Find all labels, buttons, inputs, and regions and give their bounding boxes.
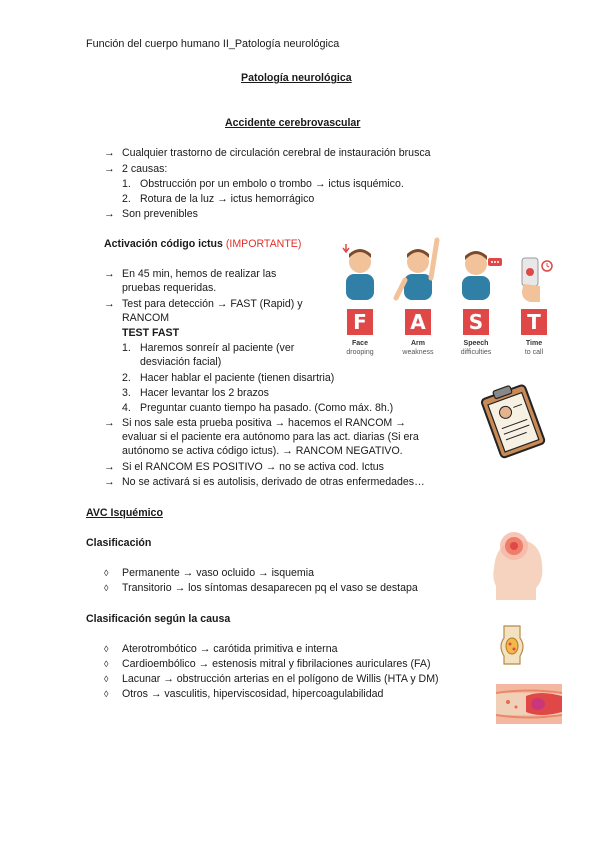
fast-letter-s: S [463,309,489,335]
fast-step-cont: desviación facial) [140,356,222,368]
clipboard-icon [474,380,554,462]
arrow-bullet: → [104,461,115,473]
fast-caption-sub: weakness [402,349,434,356]
fast-letter-t: T [521,309,547,335]
diamond-bullet: ◊ [104,674,109,684]
arrow-bullet: → [104,147,115,159]
activation-heading [104,237,301,251]
list-item: Lacunar → obstrucción arterias en el polígono de Willis (HTA y DM) [122,673,439,685]
list-item: Son prevenibles [122,208,198,220]
fast-caption-title: Arm [410,340,425,347]
list-item: Rotura de la luz → ictus hemorrágico [140,193,315,205]
list-number: 1. [122,342,131,354]
list-item-cont: pruebas requeridas. [122,282,217,294]
arrow-bullet: → [104,417,115,429]
fast-step: Hacer levantar los 2 brazos [140,387,269,399]
fast-step: Hacer hablar el paciente (tienen disartria) [140,372,335,384]
list-item: No se activará si es autolisis, derivado de otras enfermedades… [122,476,425,488]
head-pain-icon [478,528,548,600]
phone-time-icon [522,258,552,302]
arrow-bullet: → [104,208,115,220]
list-item: Si nos sale esta prueba positiva → hacemos el RANCOM → [122,417,406,429]
arrow-bullet: → [104,298,115,310]
avc-heading: AVC Isquémico [86,507,163,519]
list-item: Transitorio → los síntomas desaparecen pq el vaso se destapa [122,582,418,594]
activation-heading-text: Activación código ictus [104,238,223,250]
fast-caption-arm [388,339,448,357]
fast-caption-speech [446,339,506,357]
diamond-bullet: ◊ [104,644,109,654]
list-item: Obstrucción por un embolo o trombo → ictus isquémico. [140,178,404,190]
arm-figure-icon [396,240,437,300]
test-fast-label: TEST FAST [122,327,180,339]
important-label: (IMPORTANTE) [225,238,302,250]
list-item: En 45 min, hemos de realizar las [122,268,277,280]
diamond-bullet: ◊ [104,583,109,593]
fast-step: Preguntar cuanto tiempo ha pasado. (Como máx. 8h.) [140,402,394,414]
list-number: 1. [122,178,131,190]
list-item: Test para detección → FAST (Rapid) y [122,298,303,310]
fast-caption-sub: to call [524,349,544,356]
fast-caption-title: Face [352,340,368,347]
list-number: 3. [122,387,131,399]
fast-caption-time [504,339,564,357]
list-number: 2. [122,193,131,205]
fast-letter-a: A [405,309,431,335]
arrow-bullet: → [104,163,115,175]
list-item: Si el RANCOM ES POSITIVO → no se activa cod. Ictus [122,461,384,473]
fast-caption-face [330,339,390,357]
fast-caption-sub: drooping [346,349,374,356]
speech-figure-icon [462,251,502,300]
face-figure-icon [343,244,374,300]
page-title: Patología neurológica [241,72,352,84]
document-header: Función del cuerpo humano II_Patología neurológica [86,38,340,50]
list-item: Cualquier trastorno de circulación cerebral de instauración brusca [122,147,431,159]
fast-letter-f: F [347,309,373,335]
list-item: Otros → vasculitis, hiperviscosidad, hipercoagulabilidad [122,688,384,700]
list-item: 2 causas: [122,163,168,175]
diamond-bullet: ◊ [104,568,109,578]
list-item: Permanente → vaso ocluido → isquemia [122,567,314,579]
list-item: Aterotrombótico → carótida primitiva e interna [122,643,338,655]
fast-figures [330,236,562,306]
fast-graphic [330,236,562,366]
arrow-bullet: → [104,268,115,280]
clasificacion-heading: Clasificación [86,537,152,549]
diamond-bullet: ◊ [104,659,109,669]
fast-caption-title: Speech [463,340,489,347]
list-item-cont: autónomo se activa código ictus). → RANCOM NEGATIVO. [122,445,403,457]
list-item-cont: RANCOM [122,312,170,324]
list-item: Cardioembólico → estenosis mitral y fibrilaciones auriculares (FA) [122,658,431,670]
artery-icon [494,624,530,666]
blood-vessel-icon [496,684,562,724]
list-number: 4. [122,402,131,414]
diamond-bullet: ◊ [104,689,109,699]
section-heading-acv: Accidente cerebrovascular [225,117,361,129]
arrow-bullet: → [104,476,115,488]
fast-caption-title: Time [525,340,543,347]
fast-step: Haremos sonreír al paciente (ver [140,342,295,354]
list-number: 2. [122,372,131,384]
causa-heading: Clasificación según la causa [86,613,231,625]
list-item-cont: evaluar si el paciente era autónomo para las act. diarias (Si era [122,431,419,443]
fast-caption-sub: difficulties [460,349,492,356]
